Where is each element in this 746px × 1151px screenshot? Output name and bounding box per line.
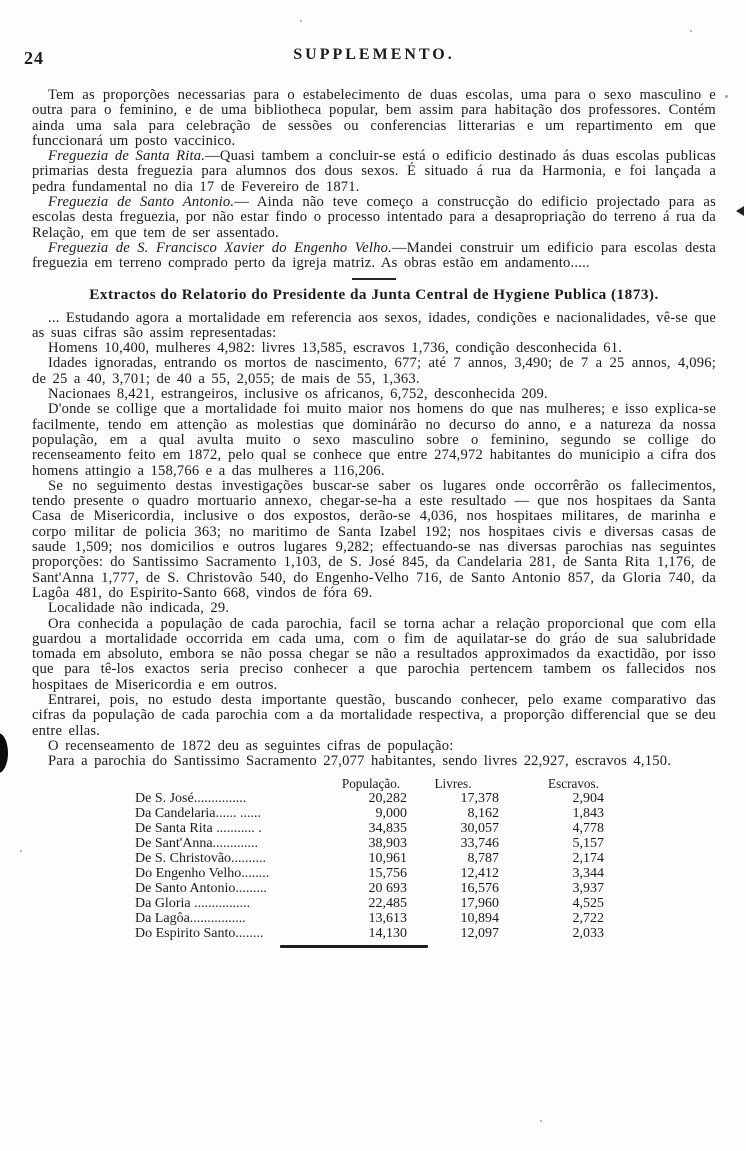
row-populacao: 38,903 (368, 836, 407, 852)
table-row (135, 806, 716, 821)
row-label: Da Candelaria...... ...... (135, 806, 261, 822)
table-row (135, 926, 716, 941)
row-populacao: 20,282 (368, 791, 407, 807)
row-populacao: 10,961 (368, 851, 407, 867)
row-populacao: 22,485 (368, 896, 407, 912)
table-row (135, 866, 716, 881)
table-row (135, 851, 716, 866)
page-number: 24 (24, 48, 44, 68)
row-livres: 8,162 (467, 806, 499, 822)
paragraph-sexes-conditions: Homens 10,400, mulheres 4,982: livres 13,585, escravos 1,736, condição desconhecida 61. (48, 340, 623, 357)
intro-section (32, 88, 716, 272)
table-row (135, 836, 716, 851)
row-label: Do Espirito Santo........ (135, 926, 264, 942)
table-row (135, 896, 716, 911)
table-end-rule (280, 945, 428, 948)
paragraph-text: —Quasi tambem a concluir-se está o edificio destinado ás duas escolas publicas primarias desta freguezia para alumnos dos dous sexos. É situado á rua da Harmonia, e foi lançada a pedra fundamental no dia 17 de Fevereiro de 1871. (32, 148, 716, 195)
row-livres: 17,960 (460, 896, 499, 912)
paragraph-lead: Freguezia de Santa Rita. (48, 148, 206, 165)
row-livres: 17,378 (460, 791, 499, 807)
scan-speck (690, 30, 692, 32)
row-escravos: 2,033 (572, 926, 604, 942)
row-label: De S. José............... (135, 791, 247, 807)
running-title: SUPPLEMENTO. (293, 46, 455, 63)
paragraph-death-locations: Se no seguimento destas investigações buscar-se saber os lugares onde occorrêrão os fallecimentos, tendo presente o quadro mortuario annexo, chegar-se-ha a este resultado — que nos hospitaes da Santa Casa de Misericordia, inclusive o dos expostos, derão-se 4,036, nos hospitaes militares, de marinha e corpo militar de policia 363; no maritimo de Santa Izabel 192; nos hospitaes civis e diversas casas de saude 1,509; nos domicilios e outros lugares 9,282; effectuando-se nas diversas parochias nas seguintes proporções: do Santissimo Sacramento 1,103, de S. José 845, da Candelaria 281, de Santa Rita 1,176, de Sant'Anna 1,777, de S. Christovão 540, do Engenho-Velho 716, de Santo Antonio 857, da Gloria 740, da Lagôa 481, do Espirito-Santo 668, vindos de fóra 69. (32, 477, 716, 601)
row-label: Do Engenho Velho........ (135, 866, 270, 882)
scan-speck (710, 640, 712, 642)
table-row (135, 791, 716, 806)
row-escravos: 4,525 (572, 896, 604, 912)
table-row (135, 821, 716, 836)
table-header-row (135, 776, 716, 791)
paragraph-text: —Mandei construir um edificio para escolas desta freguezia em terreno comprado perto da igreja matriz. As obras estão em andamento..... (32, 239, 716, 272)
row-populacao: 9,000 (375, 806, 407, 822)
table-row (135, 911, 716, 926)
row-livres: 10,894 (460, 911, 499, 927)
report-section-head (32, 278, 716, 304)
margin-mark-artifact (736, 206, 744, 216)
paragraph-nationalities: Nacionaes 8,421, estrangeiros, inclusive os africanos, 6,752, desconhecida 209. (48, 386, 548, 403)
row-livres: 12,097 (460, 926, 499, 942)
row-livres: 8,787 (467, 851, 499, 867)
row-escravos: 1,843 (572, 806, 604, 822)
row-populacao: 14,130 (368, 926, 407, 942)
row-livres: 16,576 (460, 881, 499, 897)
scan-speck (300, 20, 302, 22)
paragraph-census-1872: O recenseamento de 1872 deu as seguintes cifras de população: (48, 737, 454, 754)
page-header (24, 46, 716, 72)
section-title: Extractos do Relatorio do Presidente da Junta Central de Hygiene Publica (1873). (89, 285, 659, 303)
table-row (135, 881, 716, 896)
paragraph-locality-not-indicated: Localidade não indicada, 29. (48, 600, 230, 617)
paragraph-salubrity: Ora conhecida a população de cada parochia, facil se torna achar a relação proporcional que com ella guardou a mortalidade occorrida em cada uma, com o fim de aquilatar-se do gráo de sua salubridade tomada em absoluto, embora se não possa chegar se não a resultados approximados da exactidão, por isso que para tê-los exactos seria preciso conhecer a que parochia pertencem tambem os fallecidos nos hospitaes de Misericordia e em outros. (32, 615, 716, 693)
paragraph-comparative-study: Entrarei, pois, no estudo desta importante questão, buscando conhecer, pelo exame comparativo das cifras da população de cada parochia com a da mortalidade respectiva, a proporção differencial que se deu entre ellas. (32, 691, 716, 739)
paragraph-freguezia-santo-antonio (32, 195, 716, 241)
paragraph-mortality-analysis: D'onde se collige que a mortalidade foi muito maior nos homens do que nas mulheres; e isso explica-se facilmente, tendo em attenção as molestias que dominárão no decurso do anno, e a natureza da nossa população, em a qual avulta muito o sexo masculino sobre o feminino, segundo se collige do recenseamento feito em 1872, pelo qual se conhece que entre 274,972 habitantes do municipio a cifra dos homens attingio a 158,766 e a das mulheres a 116,206. (32, 401, 716, 479)
paragraph-freguezia-engenho-velho (32, 241, 716, 272)
table-header-populacao: População. (341, 776, 401, 792)
row-populacao: 20 693 (368, 881, 407, 897)
row-populacao: 13,613 (368, 911, 407, 927)
row-escravos: 2,722 (572, 911, 604, 927)
population-table (135, 776, 716, 948)
row-escravos: 3,344 (572, 866, 604, 882)
table-header-livres: Livres. (434, 776, 472, 792)
row-escravos: 5,157 (572, 836, 604, 852)
paragraph-mortality-intro: ... Estudando agora a mortalidade em referencia aos sexos, idades, condições e nacionalidades, vê-se que as suas cifras são assim representadas: (32, 309, 716, 341)
row-escravos: 3,937 (572, 881, 604, 897)
report-section (32, 311, 716, 770)
paragraph-lead: Freguezia de S. Francisco Xavier do Engenho Velho. (48, 239, 392, 256)
scan-speck (540, 1120, 542, 1122)
paragraph-freguezia-santa-rita (32, 149, 716, 195)
paragraph-ages: Idades ignoradas, entrando os mortos de nascimento, 677; até 7 annos, 3,490; de 7 a 25 annos, 4,096; de 25 a 40, 3,701; de 40 a 55, 2,055; de mais de 55, 1,363. (32, 355, 716, 387)
row-label: De S. Christovão.......... (135, 851, 267, 867)
table-header-escravos: Escravos. (548, 776, 599, 792)
paragraph-lead: Freguezia de Santo Antonio. (48, 194, 235, 211)
row-escravos: 4,778 (572, 821, 604, 837)
row-populacao: 15,756 (368, 866, 407, 882)
row-escravos: 2,174 (572, 851, 604, 867)
row-label: Da Lagôa................ (135, 911, 246, 927)
paragraph-text: — Ainda não teve começo a construcção do edificio projectado para as escolas desta freguezia, por não estar findo o processo intentado para a desapropriação do terreno á rua da Relação, em que tem de ser assentado. (32, 194, 716, 241)
row-populacao: 34,835 (368, 821, 407, 837)
paragraph-sacramento-population: Para a parochia do Santissimo Sacramento 27,077 habitantes, sendo livres 22,927, escravos 4,150. (48, 753, 672, 770)
row-label: De Santo Antonio......... (135, 881, 267, 897)
row-livres: 30,057 (460, 821, 499, 837)
paragraph-schools: Tem as proporções necessarias para o estabelecimento de duas escolas, uma para o sexo masculino e outra para o feminino, e de uma bibliotheca popular, bem assim para habitação dos professores. Contém ainda uma sala para celebração de sessões ou conferencias litterarias e um repartimento em que funccionará um posto vaccinico. (32, 87, 716, 149)
row-livres: 12,412 (460, 866, 499, 882)
scan-speck (725, 95, 728, 98)
row-livres: 33,746 (460, 836, 499, 852)
row-label: De Santa Rita ........... . (135, 821, 262, 837)
row-label: De Sant'Anna............. (135, 836, 259, 852)
row-label: Da Gloria ................ (135, 896, 251, 912)
scan-speck (20, 850, 22, 852)
section-divider-rule (352, 278, 396, 280)
row-escravos: 2,904 (572, 791, 604, 807)
